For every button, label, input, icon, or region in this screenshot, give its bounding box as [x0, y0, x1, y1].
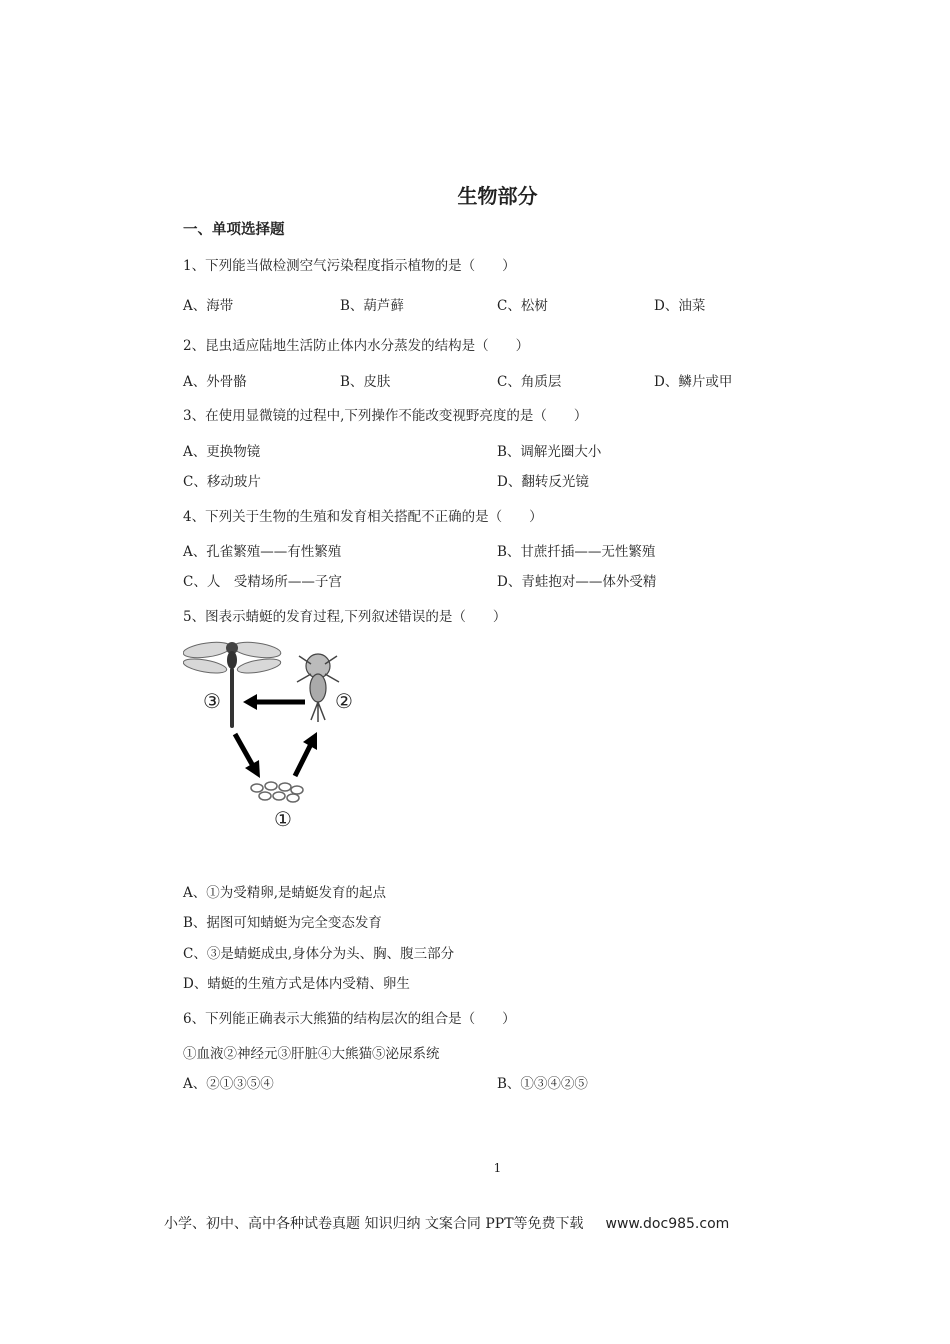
question-2-option-d: D、鳞片或甲: [654, 374, 733, 390]
arrow-adult-to-eggs: [235, 734, 260, 778]
question-1-stem: 1、下列能当做检测空气污染程度指示植物的是（ ）: [183, 258, 516, 274]
question-5-option-d: D、蜻蜓的生殖方式是体内受精、卵生: [183, 976, 410, 992]
label-adult: ③: [203, 689, 221, 713]
question-3-option-b: B、调解光圈大小: [497, 444, 602, 460]
question-1-option-c: C、松树: [497, 298, 548, 314]
question-5-option-b: B、据图可知蜻蜓为完全变态发育: [183, 915, 382, 931]
question-4-option-d: D、青蛙抱对——体外受精: [497, 574, 657, 590]
page-title: 生物部分: [457, 184, 538, 208]
question-6-items: ①血液②神经元③肝脏④大熊猫⑤泌尿系统: [183, 1046, 440, 1062]
question-1-option-a: A、海带: [183, 298, 234, 314]
question-3-option-c: C、移动玻片: [183, 474, 261, 490]
section-heading: 一、单项选择题: [183, 222, 285, 238]
question-5-option-a: A、①为受精卵,是蜻蜓发育的起点: [183, 885, 387, 901]
question-6-stem: 6、下列能正确表示大熊猫的结构层次的组合是（ ）: [183, 1011, 516, 1027]
dragonfly-adult-image: [183, 640, 282, 728]
question-2-stem: 2、昆虫适应陆地生活防止体内水分蒸发的结构是（ ）: [183, 338, 530, 354]
question-4-option-b: B、甘蔗扦插——无性繁殖: [497, 544, 656, 560]
question-2-option-b: B、皮肤: [340, 374, 391, 390]
question-3-stem: 3、在使用显微镜的过程中,下列操作不能改变视野亮度的是（ ）: [183, 408, 588, 424]
label-egg: ①: [274, 807, 292, 831]
footer-text: 小学、初中、高中各种试卷真题 知识归纳 文案合同 PPT等免费下载: [164, 1216, 584, 1232]
question-1-option-d: D、油菜: [654, 298, 706, 314]
question-4-option-c: C、人 受精场所——子宫: [183, 574, 342, 590]
page-number: 1: [493, 1161, 502, 1175]
footer-url[interactable]: www.doc985.com: [605, 1216, 730, 1232]
label-nymph: ②: [335, 689, 353, 713]
question-5-option-c: C、③是蜻蜓成虫,身体分为头、胸、腹三部分: [183, 946, 455, 962]
question-5-stem: 5、图表示蜻蜓的发育过程,下列叙述错误的是（ ）: [183, 609, 507, 625]
question-1-option-b: B、葫芦藓: [340, 298, 404, 314]
arrow-nymph-to-adult: [243, 694, 305, 710]
question-4-option-a: A、孔雀繁殖——有性繁殖: [183, 544, 342, 560]
question-6-option-b: B、①③④②⑤: [497, 1076, 588, 1092]
question-2-option-c: C、角质层: [497, 374, 562, 390]
nymph-image: [297, 654, 339, 722]
question-4-stem: 4、下列关于生物的生殖和发育相关搭配不正确的是（ ）: [183, 509, 543, 525]
dragonfly-lifecycle-figure: [183, 636, 363, 836]
arrow-eggs-to-nymph: [295, 732, 317, 776]
question-6-option-a: A、②①③⑤④: [183, 1076, 274, 1092]
footer: [164, 1213, 729, 1233]
question-3-option-d: D、翻转反光镜: [497, 474, 589, 490]
eggs-image: [251, 782, 303, 802]
question-2-option-a: A、外骨骼: [183, 374, 247, 390]
question-3-option-a: A、更换物镜: [183, 444, 261, 460]
